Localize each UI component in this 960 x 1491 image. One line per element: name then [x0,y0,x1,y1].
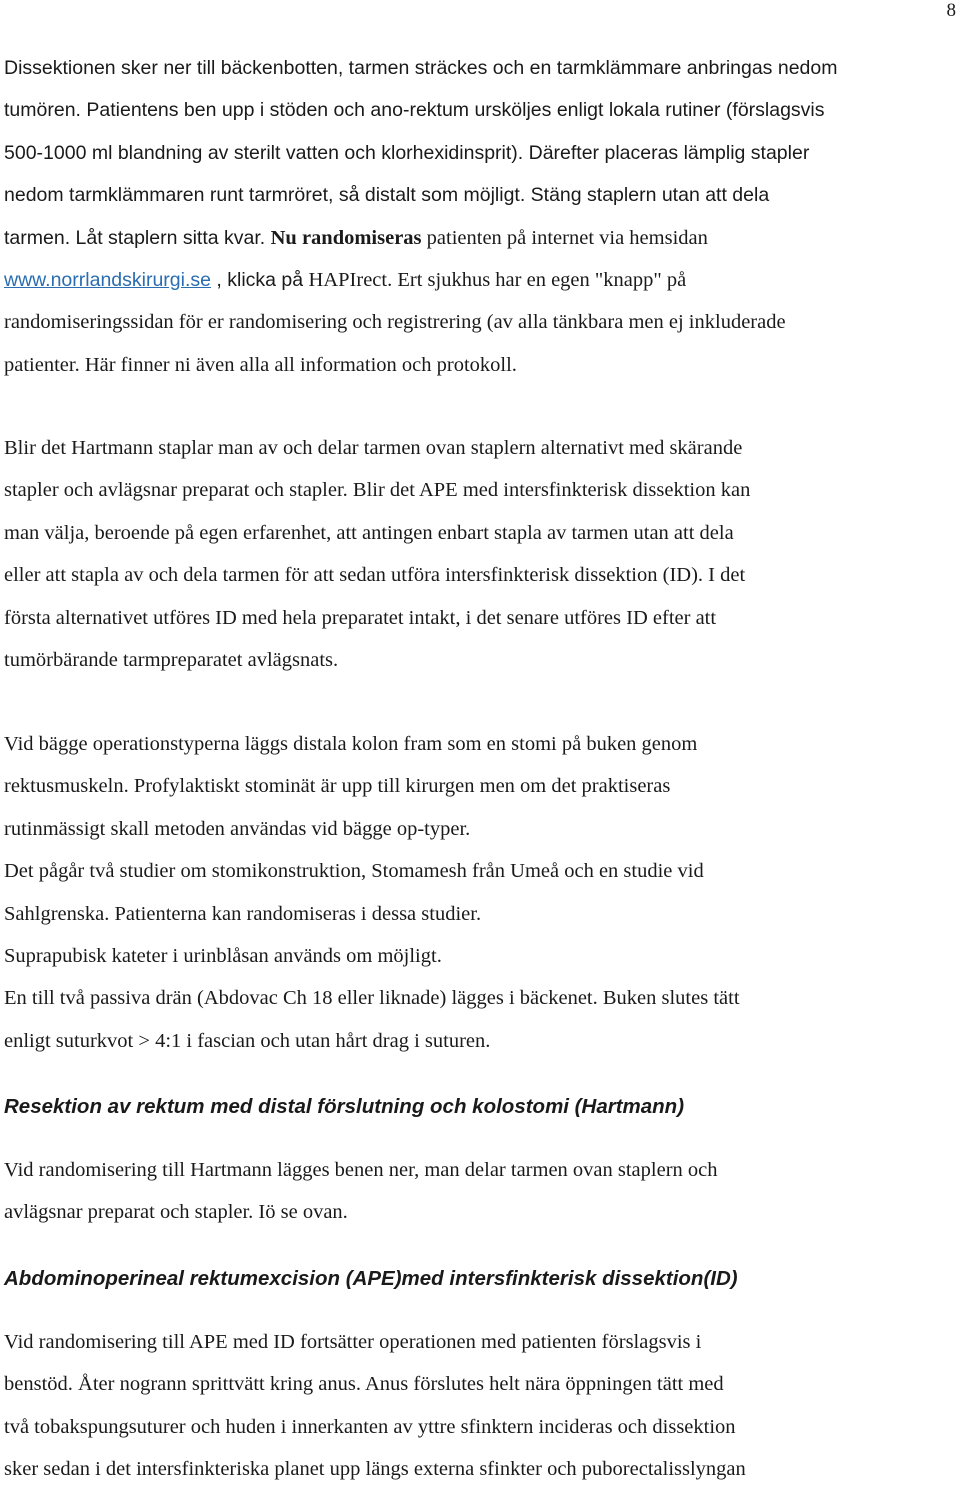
text-line [4,217,954,259]
text-line: nedom tarmklämmaren runt tarmröret, så distalt som möjligt. Stäng staplern utan att dela [4,184,770,207]
text-line: En till två passiva drän (Abdovac Ch 18 eller liknade) lägges i bäckenet. Buken slutes tätt [4,987,740,1010]
text-line: Vid bägge operationstyperna läggs distala kolon fram som en stomi på buken genom [4,733,698,755]
text-line: randomiseringssidan för er randomisering och registrering (av alla tänkbara men ej inkluderade [4,311,786,334]
section-heading-hartmann: Resektion av rektum med distal förslutning och kolostomi (Hartmann) [4,1095,685,1118]
page-number: 8 [946,0,956,21]
text-line: benstöd. Åter nogrann sprittvätt kring anus. Anus förslutes helt nära öppningen tätt med [4,1373,724,1396]
text-line: rektusmuskeln. Profylaktiskt stominät är upp till kirurgen men om det praktiseras [4,775,671,798]
paragraph-dissection [4,47,954,386]
text-line: Blir det Hartmann staplar man av och delar tarmen ovan staplern alternativt med skärande [4,437,743,459]
text-line: rutinmässigt skall metoden användas vid bägge op-typer. [4,817,471,840]
text-line: patienter. Här finner ni även alla all information och protokoll. [4,353,517,376]
paragraph-stoma [4,723,954,1062]
text-segment: tarmen. Låt staplern sitta kvar. [4,226,271,249]
text-line: tumören. Patientens ben upp i stöden och ano-rektum ursköljes enligt lokala rutiner (förslagsvis [4,99,825,122]
text-line: tumörbärande tarmpreparatet avlägsnats. [4,648,339,671]
text-line: Dissektionen sker ner till bäckenbotten, tarmen sträckes och en tarmklämmare anbringas nedom [4,57,838,79]
paragraph-hartmann-randomization [4,1149,954,1234]
text-segment: Ert sjukhus har en egen "knapp" på [392,268,687,291]
text-line: man välja, beroende på egen erfarenhet, att antingen enbart stapla av tarmen utan att dela [4,521,734,544]
paragraph-ape-randomization [4,1321,954,1491]
text-line: Sahlgrenska. Patienterna kan randomiseras i dessa studier. [4,902,482,925]
section-heading-ape: Abdominoperineal rektumexcision (APE)med intersfinkterisk dissektion(ID) [4,1267,738,1290]
text-line: enligt suturkvot > 4:1 i fascian och utan hårt drag i suturen. [4,1029,491,1052]
text-line: Vid randomisering till Hartmann lägges benen ner, man delar tarmen ovan staplern och [4,1159,718,1181]
text-segment: , klicka på [211,268,309,291]
text-segment: patienten på internet via hemsidan [421,226,708,249]
text-line: 500-1000 ml blandning av sterilt vatten och klorhexidinsprit). Därefter placeras lämplig stapler [4,141,810,164]
text-line: två tobakspungsuturer och huden i innerkanten av yttre sfinktern incideras och dissektion [4,1415,736,1438]
hapirect-label: HAPIrect. [308,268,393,291]
text-line: Suprapubisk kateter i urinblåsan används om möjligt. [4,944,442,967]
website-link[interactable]: www.norrlandskirurgi.se [4,268,211,291]
text-line: eller att stapla av och dela tarmen för att sedan utföra intersfinkterisk dissektion (ID). I det [4,564,746,587]
text-line [4,259,954,301]
randomize-emphasis: Nu randomiseras [270,226,422,249]
text-line: stapler och avlägsnar preparat och stapler. Blir det APE med intersfinkterisk dissektion kan [4,479,751,502]
text-line: första alternativet utföres ID med hela preparatet intakt, i det senare utföres ID efter att [4,606,717,629]
text-line: Det pågår två studier om stomikonstruktion, Stomamesh från Umeå och en studie vid [4,860,704,883]
text-line: Vid randomisering till APE med ID fortsätter operationen med patienten förslagsvis i [4,1331,702,1353]
text-line: sker sedan i det intersfinkteriska planet upp längs externa sfinkter och puborectalisslyngan [4,1458,746,1481]
text-line: avlägsnar preparat och stapler. Iö se ovan. [4,1201,348,1224]
paragraph-hartmann-ape [4,427,954,681]
